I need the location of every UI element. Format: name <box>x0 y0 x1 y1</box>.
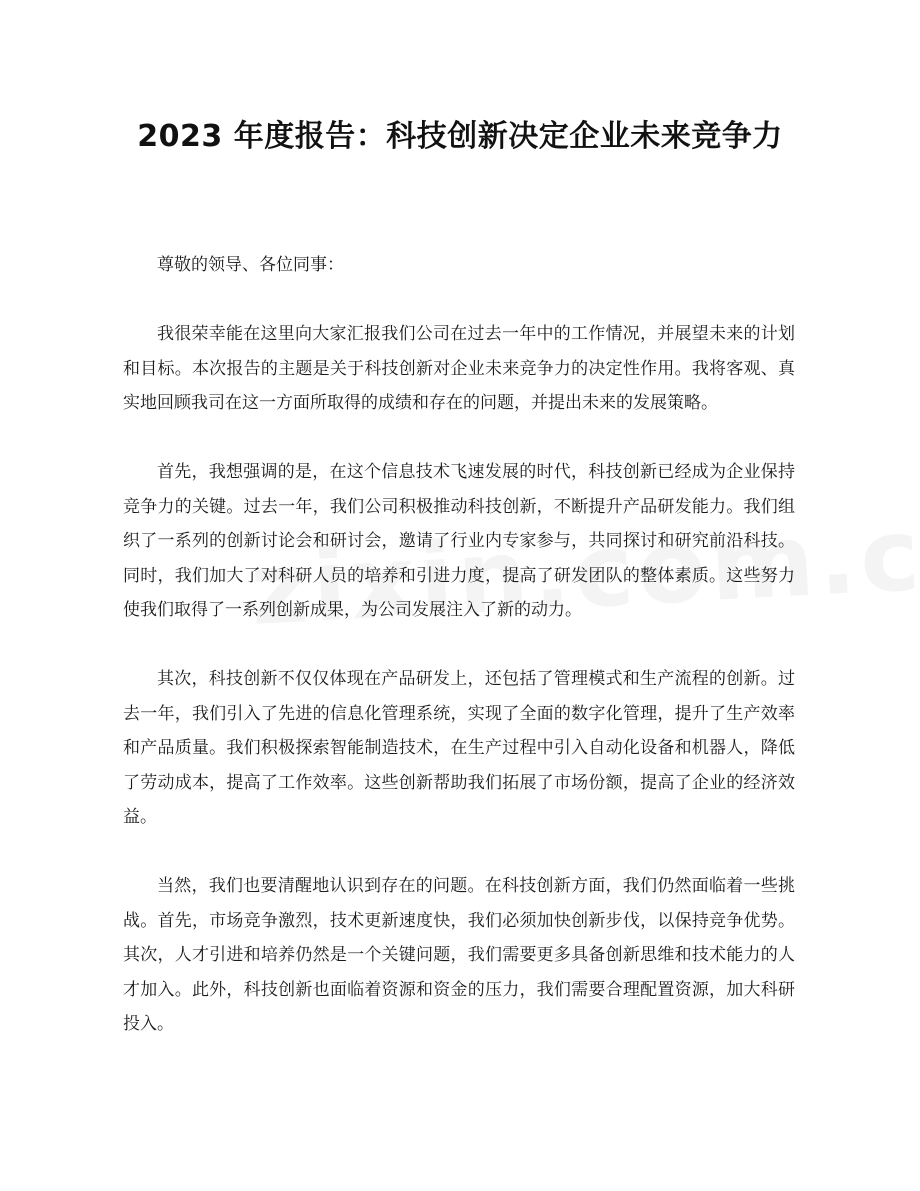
document-title: 2023 年度报告：科技创新决定企业未来竞争力 <box>137 119 783 154</box>
paragraph-intro: 我很荣幸能在这里向大家汇报我们公司在过去一年中的工作情况，并展望未来的计划和目标。本次报告的主题是关于科技创新对企业未来竞争力的决定性作用。我将客观、真实地回顾我司在这一方面所取得的成绩和存在的问题，并提出未来的发展策略。 <box>123 324 795 413</box>
greeting-line: 尊敬的领导、各位同事： <box>157 255 344 275</box>
paragraph-problems: 当然，我们也要清醒地认识到存在的问题。在科技创新方面，我们仍然面临着一些挑战。首先，市场竞争激烈，技术更新速度快，我们必须加快创新步伐，以保持竞争优势。其次，人才引进和培养仍然是一个关键问题，我们需要更多具备创新思维和技术能力的人才加入。此外，科技创新也面临着资源和资金的压力，我们需要合理配置资源，加大科研投入。 <box>123 876 795 1034</box>
paragraph-second-point: 其次，科技创新不仅仅体现在产品研发上，还包括了管理模式和生产流程的创新。过去一年，我们引入了先进的信息化管理系统，实现了全面的数字化管理，提升了生产效率和产品质量。我们积极探索智能制造技术，在生产过程中引入自动化设备和机器人，降低了劳动成本，提高了工作效率。这些创新帮助我们拓展了市场份额，提高了企业的经济效益。 <box>123 669 795 827</box>
document-body <box>123 248 795 1076</box>
paragraph-first-point: 首先，我想强调的是，在这个信息技术飞速发展的时代，科技创新已经成为企业保持竞争力的关键。过去一年，我们公司积极推动科技创新，不断提升产品研发能力。我们组织了一系列的创新讨论会和研讨会，邀请了行业内专家参与，共同探讨和研究前沿科技。同时，我们加大了对科研人员的培养和引进力度，提高了研发团队的整体素质。这些努力使我们取得了一系列创新成果，为公司发展注入了新的动力。 <box>123 462 795 620</box>
